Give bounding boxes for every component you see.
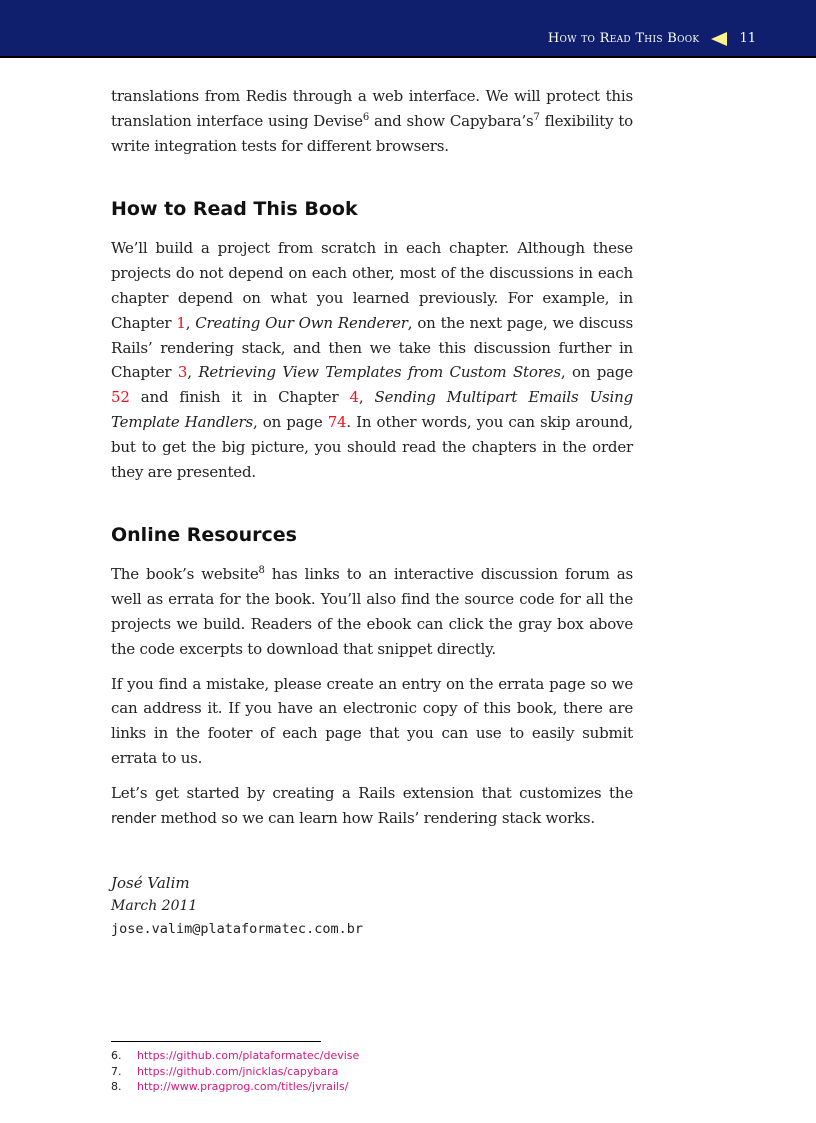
text-span: , on the next page, we discuss Rails’ rendering stack, and then we take this discussion further in Chapter: [111, 313, 633, 382]
chapter-1-link[interactable]: 1: [176, 313, 186, 332]
page-content: [111, 84, 633, 941]
online-paragraph-1: [111, 562, 633, 661]
footnote-divider: [111, 1041, 321, 1042]
footnote-link-devise[interactable]: https://github.com/plataformatec/devise: [137, 1049, 360, 1062]
text-span: ,: [187, 363, 199, 382]
chapter-4-link[interactable]: 4: [349, 388, 359, 407]
chapter-4-title: Sending Multipart Emails Using Template Handlers: [111, 388, 633, 431]
footnote-number: 7.: [111, 1064, 122, 1078]
text-span: We’ll build a project from scratch in each chapter. Although these projects do not depend on each other, most of the discussions in each chapter depend on what you learned previously. For example, in Chapter: [111, 239, 633, 332]
footnote-link-capybara[interactable]: https://github.com/jnicklas/capybara: [137, 1064, 339, 1078]
footnote-ref-7[interactable]: 7: [533, 111, 540, 123]
heading-online-resources: Online Resources: [111, 524, 297, 547]
intro-text-2: and show Capybara’s: [369, 111, 534, 130]
text-span: Let’s get started by creating a Rails extension that customizes the: [111, 783, 633, 802]
footnote-number: 8.: [111, 1080, 122, 1093]
text-span: and finish it in Chapter: [129, 388, 350, 407]
text-span: method so we can learn how Rails’ rendering stack works.: [156, 808, 595, 827]
footnote-item: [111, 1048, 633, 1064]
online-paragraph-2: If you find a mistake, please create an entry on the errata page so we can address it. If you have an electronic copy of this book, there are links in the footer of each page that you can use to easily submit errata to us.: [111, 674, 633, 767]
signature-date: March 2011: [111, 898, 198, 915]
footnote-ref-8[interactable]: 8: [258, 565, 265, 577]
footnote-number: 6.: [111, 1049, 122, 1062]
footnote-item: [111, 1064, 633, 1080]
render-code: render: [111, 810, 156, 827]
text-span: ,: [358, 388, 375, 407]
running-header: [548, 31, 756, 46]
text-span: . In other words, you can skip around, but to get the big picture, you should read the chapters in the order they are presented.: [111, 412, 633, 481]
text-span: ,: [185, 313, 196, 332]
back-arrow-icon[interactable]: [711, 32, 727, 46]
header-bar: [0, 0, 816, 58]
heading-how-to-read: How to Read This Book: [111, 198, 358, 221]
footnote-item: [111, 1079, 633, 1095]
footnote-ref-6[interactable]: 6: [362, 111, 370, 123]
intro-paragraph: [111, 84, 633, 158]
author-email[interactable]: jose.valim@plataformatec.com.br: [111, 921, 363, 938]
chapter-3-title: Retrieving View Templates from Custom Stores: [198, 363, 561, 382]
chapter-1-title: Creating Our Own Renderer: [195, 313, 408, 332]
how-to-read-paragraph: [111, 236, 633, 484]
online-paragraph-3: [111, 781, 633, 832]
intro-text-1: translations from Redis through a web interface. We will protect this translation interface using Devise: [111, 87, 633, 130]
page-74-link[interactable]: 74: [327, 412, 347, 431]
footnote-link-pragprog[interactable]: http://www.pragprog.com/titles/jvrails/: [137, 1080, 349, 1093]
text-span: has links to an interactive discussion forum as well as errata for the book. You’ll also find the source code for all the projects we build. Readers of the ebook can click the gray box above the code excerpts to download that snippet directly.: [111, 565, 633, 658]
text-span: , on page: [560, 363, 633, 382]
text-span: , on page: [253, 412, 328, 431]
intro-text-3: flexibility to write integration tests for different browsers.: [111, 111, 634, 155]
signature-block: [111, 871, 633, 941]
author-name: José Valim: [111, 874, 190, 893]
page-52-link[interactable]: 52: [111, 388, 130, 407]
page-number: 11: [739, 31, 756, 46]
text-span: The book’s website: [111, 565, 259, 584]
running-title: How to Read This Book: [547, 31, 700, 46]
chapter-3-link[interactable]: 3: [177, 363, 188, 382]
footnotes: [111, 1041, 633, 1095]
